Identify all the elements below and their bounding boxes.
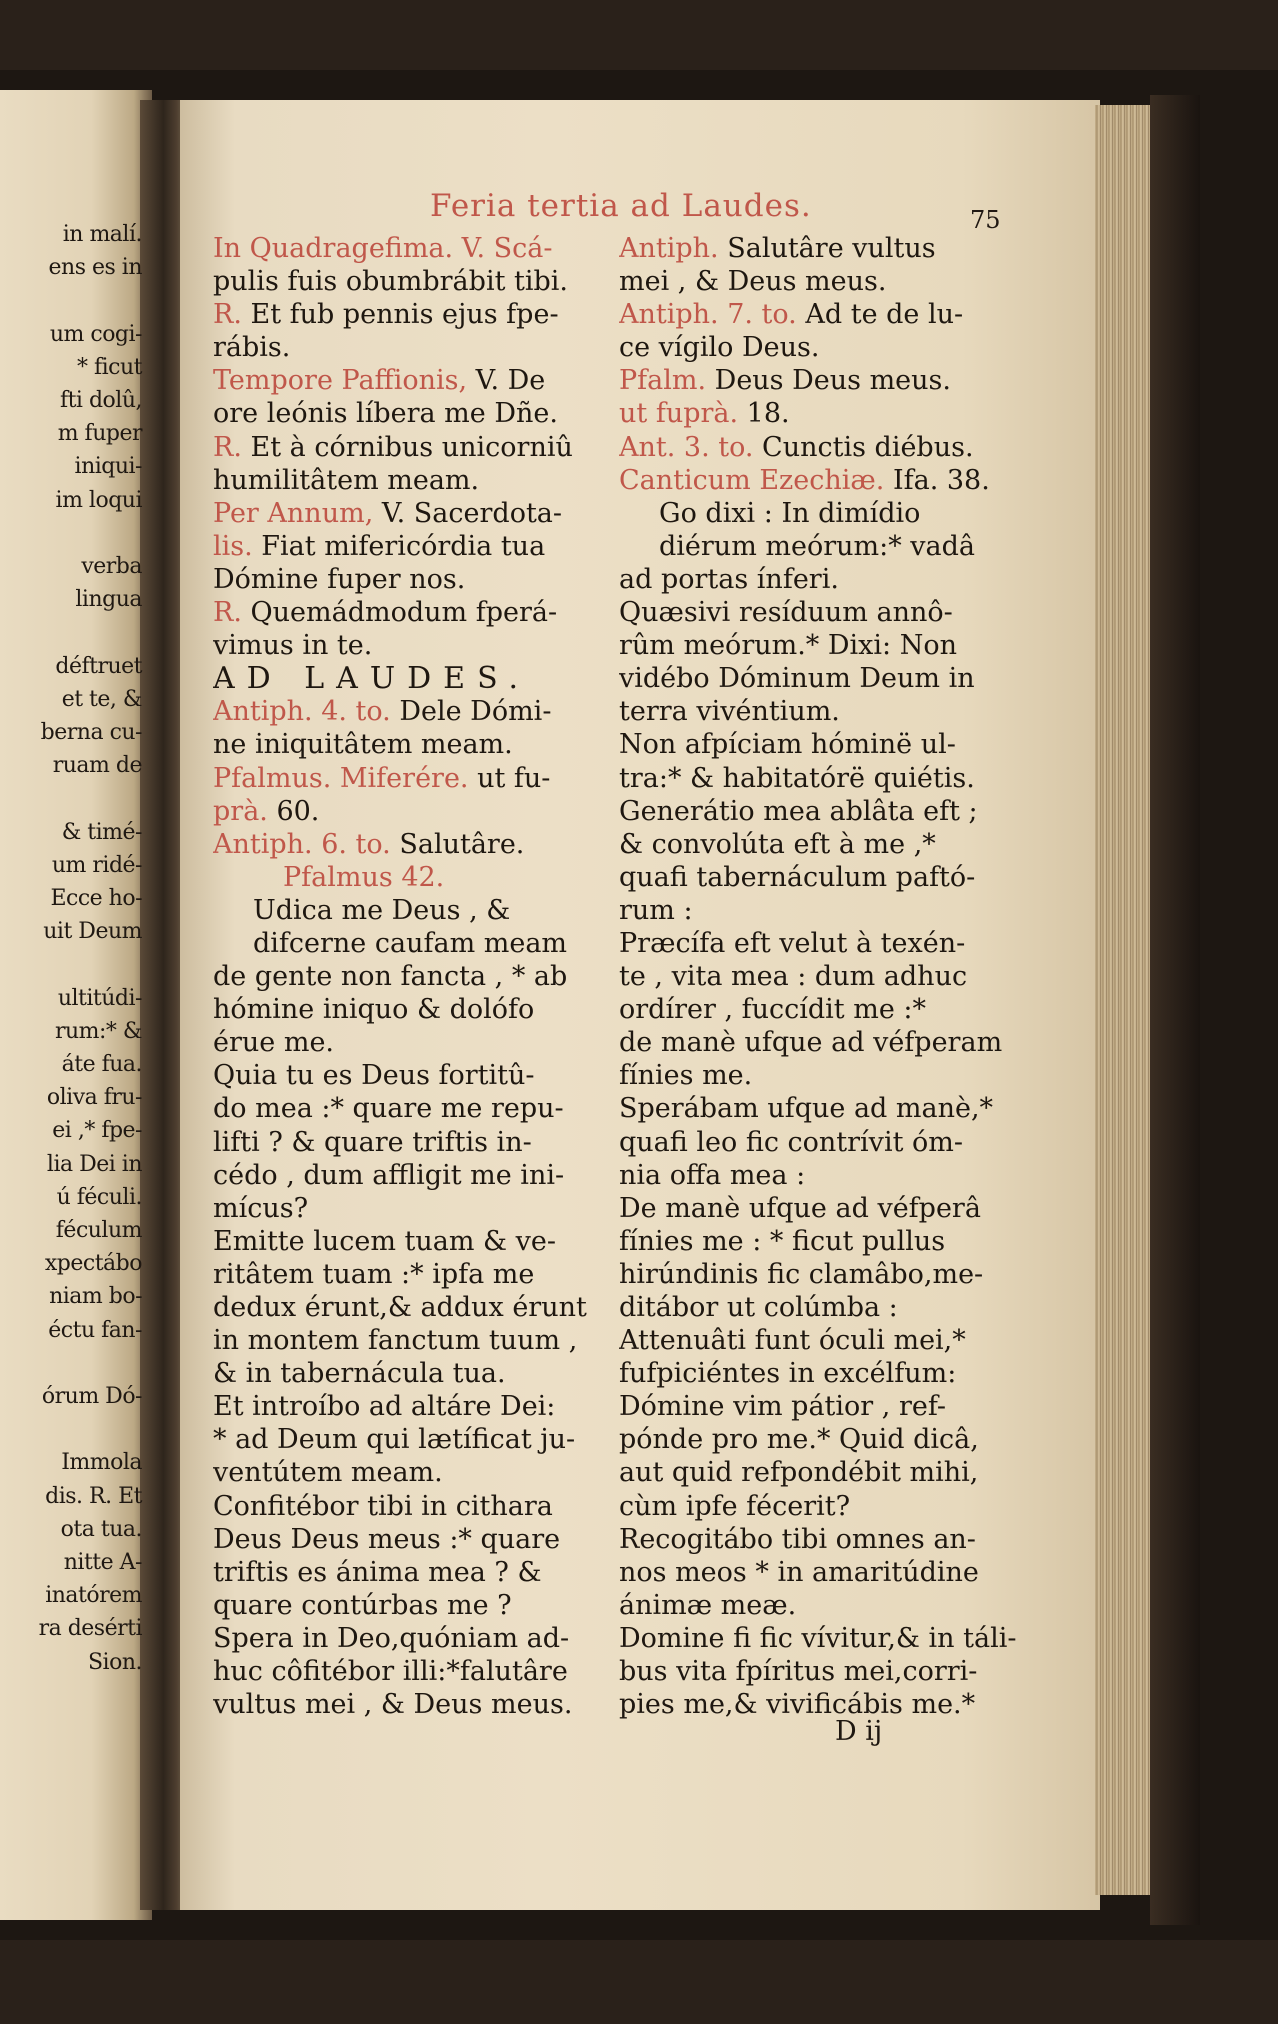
- text-line: vidébo Dóminum Deum in: [619, 663, 975, 695]
- text-line: [213, 364, 618, 397]
- rubric-text: lis.: [213, 530, 262, 562]
- rubric-text: Pfalm.: [619, 365, 715, 397]
- text-line: Go dixi : In dimídio: [659, 497, 921, 529]
- left-page-fragment: dis. R. Et: [45, 1483, 142, 1509]
- body-text: Et fub pennis ejus fpe-: [250, 299, 559, 331]
- cover-edge: [1150, 95, 1200, 1925]
- body-text: Ifa. 38.: [892, 464, 990, 496]
- text-line: cùm ipfe fécerit?: [619, 1490, 851, 1522]
- text-line: in montem fanctum tuum ,: [213, 1325, 578, 1357]
- text-line: bus vita fpíritus mei,corri-: [619, 1656, 978, 1688]
- left-page-fragment: féculum: [55, 1218, 142, 1243]
- text-line: rûm meórum.* Dixi: Non: [619, 630, 957, 662]
- text-line: vimus in te.: [213, 630, 373, 662]
- text-line: [213, 762, 618, 795]
- text-line: ventútem meam.: [213, 1457, 443, 1489]
- text-line: De manè ufque ad véfperâ: [619, 1192, 981, 1224]
- left-page-fragment: Sion.: [87, 1649, 142, 1675]
- text-line: Et introíbo ad altáre Dei:: [213, 1391, 556, 1423]
- left-column: [213, 232, 618, 1721]
- body-text: V. De: [475, 365, 546, 397]
- rubric-text: Canticum Ezechiæ.: [619, 464, 893, 496]
- left-page-fragment: berna cu-: [40, 720, 142, 745]
- text-line: Non afpíciam hóminë ul-: [619, 729, 956, 761]
- text-line: pies me,& vivificábis me.*: [619, 1689, 976, 1721]
- body-text: Salutâre vultus: [727, 233, 936, 264]
- left-page-fragment: ei ,* fpe-: [52, 1118, 142, 1144]
- signature-mark: D ij: [835, 1716, 883, 1747]
- text-line: Quia tu es Deus fortitû-: [213, 1060, 535, 1092]
- text-line: * ad Deum qui lætíficat ju-: [213, 1424, 576, 1456]
- body-text: Deus Deus meus.: [714, 365, 951, 397]
- body-text: Quemádmodum fperá-: [250, 597, 558, 629]
- text-line: [619, 397, 1044, 430]
- left-page-fragment: ens es in: [48, 255, 142, 281]
- rubric-text: prà.: [213, 795, 277, 827]
- text-line: Confitébor tibi in cithara: [213, 1490, 553, 1522]
- left-page-fragment: ú féculi.: [56, 1184, 142, 1210]
- text-line: mícus?: [213, 1192, 309, 1224]
- text-line: ce vígilo Deus.: [619, 332, 820, 364]
- left-page-fragment: verba: [81, 554, 142, 579]
- text-line: Spera in Deo,quóniam ad-: [213, 1622, 570, 1654]
- text-line: érue me.: [213, 1027, 334, 1059]
- text-line: [213, 431, 618, 464]
- text-line: cédo , dum affligit me ini-: [213, 1159, 565, 1191]
- left-page-fragment: áte fua.: [61, 1052, 142, 1077]
- text-line: hirúndinis fic clamâbo,me-: [619, 1258, 984, 1290]
- text-line: do mea :* quare me repu-: [213, 1093, 564, 1125]
- body-text: 18.: [746, 398, 790, 430]
- rubric-text: Pfalmus. Miferére.: [213, 762, 478, 794]
- text-line: & in tabernácula tua.: [213, 1358, 506, 1390]
- rubric-text: R.: [213, 299, 251, 331]
- text-line: [619, 232, 1044, 265]
- body-text: Salutâre.: [399, 828, 525, 860]
- left-page-fragment: in malí.: [62, 222, 142, 247]
- text-line: ad portas ínferi.: [619, 563, 839, 595]
- text-line: quafi leo fic contrívit óm-: [619, 1126, 963, 1158]
- text-line: [213, 695, 618, 728]
- body-text: 60.: [276, 795, 320, 827]
- text-line: hómine iniquo & dolófo: [213, 994, 535, 1026]
- left-page-fragment: im loqui: [55, 487, 142, 513]
- left-page-fragment: rum:* &: [54, 1018, 142, 1044]
- left-page-fragment: ra desérti: [38, 1616, 142, 1642]
- text-line: humilitâtem meam.: [213, 464, 480, 496]
- rubric-text: Antiph.: [619, 233, 728, 264]
- body-text: Dele Dómi-: [399, 696, 552, 728]
- left-page-fragment: nitte A-: [63, 1550, 142, 1575]
- text-line: huc côfitébor illi:*falutâre: [213, 1656, 568, 1688]
- body-text: Fiat mifericórdia tua: [261, 530, 546, 562]
- left-page-fragment: um ridé-: [51, 852, 142, 878]
- rubric-text: Tempore Paffionis,: [213, 365, 476, 397]
- text-line: de gente non fancta , * ab: [213, 961, 568, 993]
- text-line: pónde pro me.* Quid dicâ,: [619, 1424, 979, 1456]
- text-line: ore leónis líbera me Dñe.: [213, 398, 558, 430]
- text-line: [619, 431, 1044, 464]
- left-page-fragment: ultitúdi-: [57, 985, 142, 1011]
- left-page-fragment: oliva fru-: [46, 1085, 142, 1111]
- left-page-fragment: * ficut: [76, 354, 142, 380]
- text-line: ritâtem tuam :* ipfa me: [213, 1258, 535, 1290]
- left-page-fragment: uit Deum: [43, 919, 142, 945]
- text-line: lifti ? & quare triftis in-: [213, 1126, 532, 1158]
- text-line: Domine fi fic vívitur,& in táli-: [619, 1622, 1017, 1654]
- text-line: fínies me : * ficut pullus: [619, 1225, 946, 1257]
- text-line: te , vita mea : dum adhuc: [619, 961, 968, 993]
- left-page-fragment: déftruet: [55, 653, 142, 679]
- left-page-fragment: ota tua.: [60, 1516, 142, 1542]
- rubric-text: Antiph. 6. to.: [213, 828, 400, 860]
- left-page-fragment: inatórem: [45, 1583, 142, 1609]
- text-line: [213, 530, 618, 563]
- text-line: nos meos * in amaritúdine: [619, 1556, 979, 1588]
- text-line: rum :: [619, 894, 693, 926]
- text-line: ordírer , fuccídit me :*: [619, 994, 926, 1026]
- text-line: Sperábam ufque ad manè,*: [619, 1093, 994, 1125]
- text-line: Recogitábo tibi omnes an-: [619, 1523, 976, 1555]
- text-line: terra vivéntium.: [619, 696, 840, 728]
- rubric-text: Antiph. 4. to.: [213, 696, 400, 728]
- left-page-fragment: m fuper: [57, 421, 142, 447]
- text-line: fínies me.: [619, 1060, 753, 1092]
- left-page-fragment: & timé-: [61, 819, 142, 845]
- page-number: 75: [970, 206, 1001, 234]
- left-page-fragment: iniqui-: [74, 454, 142, 480]
- text-line: Præcífa eft velut à texén-: [619, 927, 966, 959]
- text-line: dedux érunt,& addux érunt: [213, 1292, 587, 1323]
- left-page-fragment: et te, &: [61, 686, 142, 712]
- text-line: nia offa mea :: [619, 1159, 806, 1191]
- text-line: quafi tabernáculum paftó-: [619, 861, 976, 893]
- text-line: [619, 364, 1044, 397]
- text-line: [619, 298, 1044, 331]
- body-text: V. Sacerdota-: [381, 497, 563, 529]
- body-text: Ad te de lu-: [805, 299, 964, 331]
- text-line: Pfalmus 42.: [283, 861, 445, 893]
- text-line: [213, 497, 618, 530]
- left-page-fragment: xpectábo: [44, 1251, 142, 1277]
- left-page-fragment: órum Dó-: [41, 1384, 142, 1409]
- left-page-fragment: lia Dei in: [46, 1151, 142, 1177]
- left-page-fragment: niam bo-: [49, 1284, 142, 1310]
- text-line: mei , & Deus meus.: [619, 266, 887, 298]
- left-page-fragment: éctu fan-: [48, 1317, 142, 1343]
- text-line: tra:* & habitatórë quiétis.: [619, 762, 975, 794]
- text-line: [213, 596, 618, 629]
- rubric-text: ut fuprà.: [619, 398, 747, 430]
- rubric-text: In Quadragefima. V. Scá-: [213, 233, 553, 264]
- text-line: ditábor ut colúmba :: [619, 1292, 898, 1323]
- text-line: triftis es ánima mea ? &: [213, 1556, 542, 1588]
- text-line: quare contúrbas me ?: [213, 1589, 512, 1621]
- text-line: [213, 298, 618, 331]
- running-head: Feria tertia ad Laudes.: [430, 188, 812, 224]
- text-line: [213, 828, 618, 861]
- left-page-fragment: Immola: [61, 1450, 142, 1476]
- left-page-fragment: Ecce ho-: [50, 886, 142, 911]
- rubric-text: R.: [213, 431, 251, 463]
- text-line: Quæsivi resíduum annô-: [619, 597, 953, 629]
- text-line: Deus Deus meus :* quare: [213, 1523, 561, 1555]
- text-line: Attenuâti funt óculi mei,*: [619, 1325, 966, 1357]
- left-page-fragment: lingua: [75, 587, 142, 613]
- text-line: ne iniquitâtem meam.: [213, 729, 513, 761]
- text-line: ánimæ meæ.: [619, 1589, 797, 1621]
- text-line: diérum meórum:* vadâ: [659, 530, 976, 562]
- text-line: [213, 795, 618, 828]
- text-line: de manè ufque ad véfperam: [619, 1027, 1003, 1059]
- text-line: Generátio mea ablâta eft ;: [619, 795, 978, 827]
- text-line: AD LAUDES.: [213, 662, 531, 696]
- left-page-fragment: ruam de: [52, 753, 142, 779]
- left-page-fragment: fti dolû,: [59, 388, 142, 413]
- rubric-text: Antiph. 7. to.: [619, 299, 806, 331]
- text-line: vultus mei , & Deus meus.: [213, 1689, 573, 1721]
- text-line: & convolúta eft à me ,*: [619, 828, 936, 860]
- right-column: [619, 232, 1044, 1721]
- text-line: Udica me Deus , &: [253, 894, 511, 926]
- body-text: Cunctis diébus.: [762, 431, 974, 463]
- rubric-text: Ant. 3. to.: [619, 431, 763, 463]
- text-line: Dómine fuper nos.: [213, 563, 466, 595]
- text-line: [619, 464, 1044, 497]
- body-text: ut fu-: [477, 762, 551, 794]
- rubric-text: Per Annum,: [213, 497, 382, 529]
- text-line: Emitte lucem tuam & ve-: [213, 1225, 557, 1257]
- text-line: fufpiciéntes in excélfum:: [619, 1358, 957, 1390]
- text-line: difcerne caufam meam: [253, 927, 568, 959]
- text-line: aut quid refpondébit mihi,: [619, 1457, 979, 1489]
- page-edges: [1095, 105, 1155, 1895]
- text-line: rábis.: [213, 332, 291, 364]
- rubric-text: R.: [213, 597, 251, 629]
- body-text: Et à córnibus unicorniû: [250, 431, 573, 463]
- left-page-fragment: um cogi-: [49, 321, 142, 347]
- text-line: pulis fuis obumbrábit tibi.: [213, 266, 568, 298]
- text-line: Dómine vim pátior , ref-: [619, 1391, 946, 1423]
- text-line: [213, 232, 618, 265]
